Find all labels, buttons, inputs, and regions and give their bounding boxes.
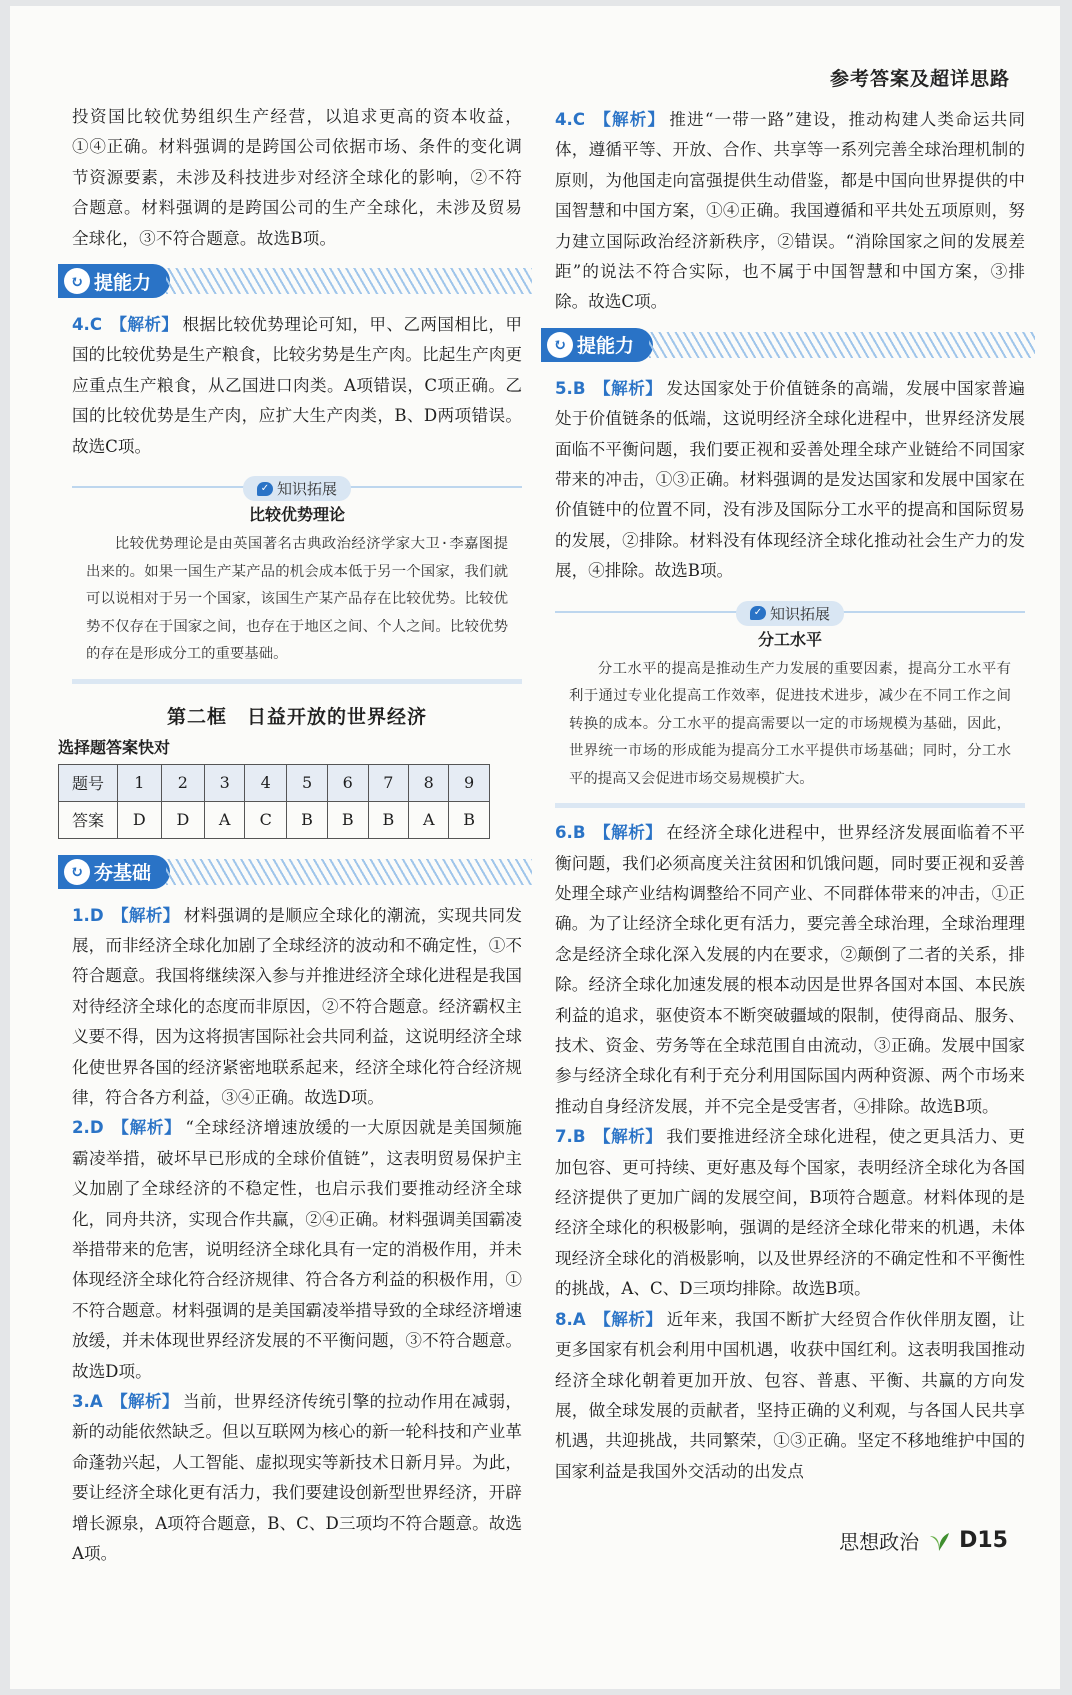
answer-text: 近年来，我国不断扩大经贸合作伙伴朋友圈，让更多国家有机会利用中国机遇，收获中国红利。这表明我国推动经济全球化朝着更加开放、包容、普惠、平衡、共赢的方向发展，做全球发展的贡献者，坚持正确的义利观，与各国人民共享机遇，共迎挑战，共同繁荣，①③正确。坚定不移地维护中国的国家利益是我国外交活动的出发点 bbox=[555, 1309, 1026, 1481]
table-cell: B bbox=[327, 801, 368, 838]
table-cell: 3 bbox=[205, 764, 245, 801]
row-label-number: 题号 bbox=[59, 764, 118, 801]
knowledge-box-division-of-labor bbox=[555, 601, 1025, 809]
answer-2d bbox=[72, 1113, 522, 1387]
analysis-tag: 【解析】 bbox=[593, 110, 666, 129]
banner-pill bbox=[58, 264, 170, 298]
knowledge-tag-label: 知识拓展 bbox=[769, 604, 831, 623]
refresh-icon: ↻ bbox=[64, 268, 90, 294]
question-number: 2.D bbox=[72, 1118, 104, 1138]
question-number: 4.C bbox=[72, 315, 103, 335]
left-column bbox=[58, 102, 523, 1570]
table-cell: 4 bbox=[245, 764, 287, 801]
table-cell: B bbox=[287, 801, 328, 838]
question-number: 5.B bbox=[555, 378, 586, 398]
answer-text: 在经济全球化进程中，世界经济发展面临着不平衡问题，我们必须高度关注贫困和饥饿问题，同时要正视和妥善处理全球产业结构调整给不同产业、不同群体带来的冲击，①正确。为了让经济全球化更有活力，要完善全球治理，全球治理理念是经济全球化深入发展的内在要求，②颠倒了二者的关系，排除。经济全球化加速发展的根本动因是世界各国对本国、本民族利益的追求，驱使资本不断突破疆域的限制，使得商品、服务、技术、资金、劳务等在全球范围自由流动，③正确。发展中国家参与经济全球化有利于充分利用国际国内两种资源、两个市场来推动自身经济发展，并不完全是受害者，④排除。故选B项。 bbox=[555, 823, 1025, 1116]
refresh-icon: ↻ bbox=[64, 859, 90, 885]
table-cell: A bbox=[409, 801, 449, 838]
row-label-answer: 答案 bbox=[59, 801, 118, 838]
knowledge-body: 比较优势理论是由英国著名古典政治经济学家大卫·李嘉图提出来的。如果一国生产某产品的机会成本低于另一个国家，我们就可以说相对于另一个国家，该国生产某产品存在比较优势。比较优势不仅存在于国家之间，也存在于地区之间、个人之间。比较优势的存在是形成分工的重要基础。 bbox=[86, 536, 508, 663]
quick-answer-heading: 选择题答案快对 bbox=[58, 737, 171, 757]
answer-5b bbox=[555, 374, 1025, 587]
knowledge-icon: ✓ bbox=[257, 482, 273, 496]
answer-text: 我们要推进经济全球化进程，使之更具活力、更加包容、更可持续、更好惠及每个国家，表明经济全球化为各国经济提供了更加广阔的发展空间，B项符合题意。材料体现的是经济全球化的积极影响，强调的是经济全球化带来的机遇，未体现经济全球化的消极影响，以及世界经济的不确定性和不平衡性的挑战，A、C、D三项均排除。故选B项。 bbox=[555, 1127, 1025, 1299]
banner-label: 提能力 bbox=[577, 335, 635, 358]
knowledge-tag bbox=[243, 476, 351, 501]
table-row-numbers bbox=[59, 764, 490, 801]
knowledge-tag bbox=[736, 601, 844, 626]
answer-text: 发达国家处于价值链条的高端，发展中国家普遍处于价值链条的低端，这说明经济全球化进程中，世界经济发展面临不平衡问题，我们要正视和妥善处理全球产业链给不同国家带来的冲击，①③正确。材料强调的是发达国家和发展中国家在价值链中的位置不同，没有涉及国际分工水平的提高和国际贸易的发展，②排除。材料没有体现经济全球化推动社会生产力的发展，④排除。故选B项。 bbox=[555, 378, 1025, 581]
banner-ti-neng-li-right bbox=[541, 328, 1025, 366]
answer-6b bbox=[555, 818, 1025, 1122]
table-cell: A bbox=[205, 801, 245, 838]
refresh-icon: ↻ bbox=[547, 332, 573, 358]
banner-hatch bbox=[166, 859, 532, 885]
answer-8a bbox=[555, 1305, 1025, 1487]
knowledge-title: 比较优势理论 bbox=[248, 505, 345, 525]
answer-text: 推进“一带一路”建设，推动构建人类命运共同体，遵循平等、开放、合作、共享等一系列完善全球治理机制的原则，为他国走向富强提供生动借鉴，都是中国向世界提供的中国智慧和中国方案，①④正确。我国遵循和平共处五项原则，努力建立国际政治经济新秩序，②错误。“消除国家之间的发展差距”的说法不符合实际，也不属于中国智慧和中国方案，③排除。故选C项。 bbox=[555, 110, 1026, 312]
page-footer bbox=[839, 1526, 1008, 1555]
answer-3a bbox=[72, 1387, 522, 1569]
section-title: 第二框 日益开放的世界经济 bbox=[166, 705, 427, 728]
banner-pill bbox=[58, 855, 170, 889]
answer-text: 根据比较优势理论可知，甲、乙两国相比，甲国的比较优势是生产粮食，比较劣势是生产肉。比起生产肉更应重点生产粮食，从乙国进口肉类。A项错误，C项正确。乙国的比较优势是生产肉，应扩大生产肉类，B、D两项错误。故选C项。 bbox=[72, 315, 523, 456]
analysis-tag: 【解析】 bbox=[593, 1127, 663, 1147]
subject-label: 思想政治 bbox=[839, 1530, 920, 1554]
banner-hatch bbox=[649, 332, 1035, 358]
question-number: 7.B bbox=[555, 1127, 586, 1147]
question-number: 3.A bbox=[72, 1392, 103, 1412]
table-cell: C bbox=[245, 801, 287, 838]
table-cell: 7 bbox=[368, 764, 409, 801]
question-number: 8.A bbox=[555, 1309, 586, 1329]
question-number: 1.D bbox=[72, 905, 104, 925]
answer-4c-left bbox=[72, 310, 522, 462]
banner-hang-ji-chu bbox=[58, 855, 522, 893]
table-cell: 9 bbox=[449, 764, 490, 801]
table-cell: B bbox=[449, 801, 490, 838]
analysis-tag: 【解析】 bbox=[111, 1118, 182, 1138]
answer-4c-right bbox=[555, 105, 1025, 318]
question-number: 4.C bbox=[555, 110, 586, 129]
banner-hatch bbox=[166, 268, 532, 294]
banner-label: 提能力 bbox=[94, 271, 152, 294]
analysis-tag: 【解析】 bbox=[593, 378, 663, 398]
knowledge-body: 分工水平的提高是推动生产力发展的重要因素，提高分工水平有利于通过专业化提高工作效率，促进技术进步，减少在不同工作之间转换的成本。分工水平的提高需要以一定的市场规模为基础，因此，世界统一市场的形成能为提高分工水平提供市场基础；同时，分工水平的提高又会促进市场交易规模扩大。 bbox=[569, 660, 1011, 787]
leaf-icon bbox=[927, 1530, 951, 1552]
answer-text: 材料强调的是顺应全球化的潮流，实现共同发展，而非经济全球化加剧了全球经济的波动和不确定性，①不符合题意。我国将继续深入参与并推进经济全球化进程是我国对待经济全球化的态度而非原因，②不符合题意。经济霸权主义要不得，因为这将损害国际社会共同利益，这说明经济全球化使世界各国的经济紧密地联系起来，经济全球化符合经济规律，符合各方利益，③④正确。故选D项。 bbox=[72, 905, 523, 1107]
knowledge-title: 分工水平 bbox=[757, 629, 822, 649]
banner-pill bbox=[541, 328, 653, 362]
analysis-tag: 【解析】 bbox=[110, 1392, 179, 1412]
table-row-answers bbox=[59, 801, 490, 838]
intro-paragraph: 投资国比较优势组织生产经营，以追求更高的资本收益，①④正确。材料强调的是跨国公司依据市场、条件的变化调节资源要素，未涉及科技进步对经济全球化的影响，②不符合题意。材料强调的是跨国公司的生产全球化，未涉及贸易全球化，③不符合题意。故选B项。 bbox=[72, 107, 522, 248]
table-cell: D bbox=[161, 801, 205, 838]
answer-text: 当前，世界经济传统引擎的拉动作用在减弱，新的动能依然缺乏。但以互联网为核心的新一轮科技和产业革命蓬勃兴起，人工智能、虚拟现实等新技术日新月异。为此，要让经济全球化更有活力，我们要建设创新型世界经济，开辟增长源泉，A项符合题意，B、C、D三项均不符合题意。故选A项。 bbox=[72, 1392, 523, 1564]
knowledge-box-comparative-advantage bbox=[72, 476, 522, 684]
banner-label: 夯基础 bbox=[94, 862, 152, 885]
running-title: 参考答案及超详思路 bbox=[829, 68, 1010, 90]
banner-ti-neng-li bbox=[58, 264, 522, 302]
analysis-tag: 【解析】 bbox=[110, 315, 179, 335]
answer-text: “全球经济增速放缓的一大原因就是美国频施霸凌举措，破坏早已形成的全球价值链”，这表明贸易保护主义加剧了全球经济的不稳定性，也启示我们要推动经济全球化，同舟共济，实现合作共赢，②④正确。材料强调美国霸凌举措带来的危害，说明经济全球化具有一定的消极作用，并未体现经济全球化符合经济规律、符合各方利益的积极作用，①不符合题意。材料强调的是美国霸凌举措导致的全球经济增速放缓，并未体现世界经济发展的不平衡问题，③不符合题意。故选D项。 bbox=[72, 1118, 523, 1381]
question-number: 6.B bbox=[555, 823, 586, 843]
page bbox=[10, 6, 1060, 1689]
knowledge-tag-label: 知识拓展 bbox=[276, 480, 338, 499]
table-cell: B bbox=[368, 801, 409, 838]
right-column bbox=[555, 105, 1025, 1487]
analysis-tag: 【解析】 bbox=[111, 905, 180, 925]
knowledge-icon: ✓ bbox=[750, 606, 766, 620]
answer-1d bbox=[72, 901, 522, 1114]
table-cell: D bbox=[118, 801, 162, 838]
table-cell: 2 bbox=[161, 764, 205, 801]
analysis-tag: 【解析】 bbox=[593, 823, 663, 843]
answer-7b bbox=[555, 1122, 1025, 1304]
quick-answer-table bbox=[58, 764, 490, 839]
table-cell: 1 bbox=[118, 764, 162, 801]
page-number: D15 bbox=[959, 1528, 1008, 1553]
table-cell: 5 bbox=[287, 764, 328, 801]
table-cell: 8 bbox=[409, 764, 449, 801]
analysis-tag: 【解析】 bbox=[593, 1309, 663, 1329]
table-cell: 6 bbox=[327, 764, 368, 801]
